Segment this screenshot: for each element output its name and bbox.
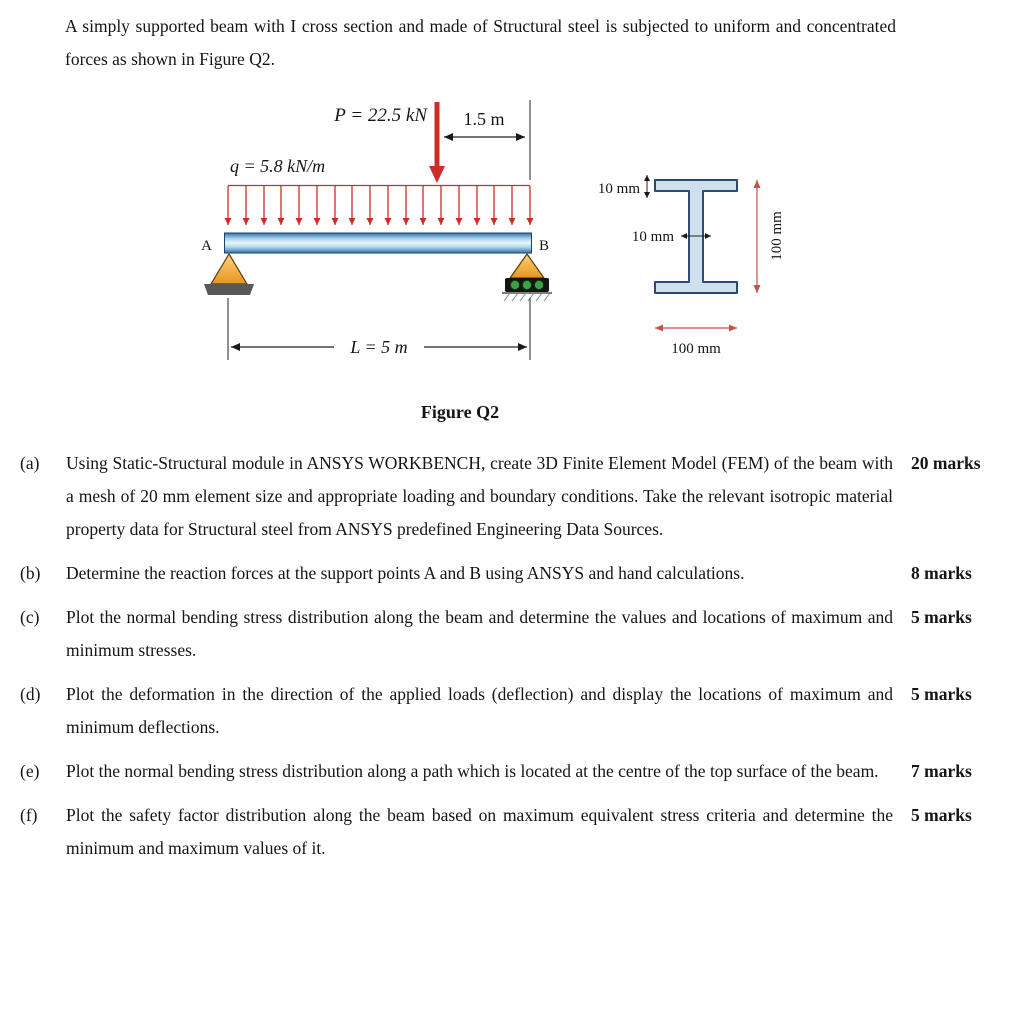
offset-label: 1.5 m bbox=[463, 109, 505, 129]
point-load-arrow bbox=[429, 102, 445, 183]
question-label: (a) bbox=[20, 453, 40, 473]
question-text: Plot the normal bending stress distribution along a path which is located at the centre of the top surface of the beam. bbox=[66, 761, 879, 781]
problem-statement: A simply supported beam with I cross section and made of Structural steel is subjected to uniform and concentrated forces as shown in Figure Q2. bbox=[65, 16, 896, 69]
question-text: Plot the deformation in the direction of the applied loads (deflection) and display the locations of maximum and minimum deflections. bbox=[66, 684, 893, 737]
question-label: (c) bbox=[20, 607, 40, 627]
question-label: (f) bbox=[20, 805, 38, 825]
figure-q2 bbox=[0, 92, 1018, 402]
question-marks: 7 marks bbox=[911, 761, 972, 781]
section-width-label: 100 mm bbox=[671, 341, 721, 357]
question-row-d bbox=[0, 678, 1018, 744]
web-thickness-label: 10 mm bbox=[631, 229, 674, 245]
question-text: Using Static-Structural module in ANSYS WORKBENCH, create 3D Finite Element Model (FEM) of the beam with a mesh of 20 mm element size and appropriate loading and boundary conditions. Take the relevant isotropic material property data for Structural steel from ANSYS predefined Engineering Data Sources. bbox=[66, 453, 893, 539]
point-load-label: P = 22.5 kN bbox=[334, 105, 427, 126]
question-label: (d) bbox=[20, 684, 41, 704]
question-marks: 5 marks bbox=[911, 684, 972, 704]
question-row-e bbox=[0, 755, 1018, 788]
figure-caption: Figure Q2 bbox=[420, 402, 500, 422]
question-label: (b) bbox=[20, 563, 41, 583]
figure-q2-diagram bbox=[0, 92, 1018, 402]
distributed-load-label: q = 5.8 kN/m bbox=[230, 156, 326, 176]
question-row-b bbox=[0, 557, 1018, 590]
section-height-label: 100 mm bbox=[769, 211, 785, 261]
question-text: Plot the safety factor distribution along the beam based on maximum equivalent stress criteria and determine the minimum and maximum values of it. bbox=[66, 805, 893, 858]
support-a-label: A bbox=[201, 238, 212, 254]
support-b-label: B bbox=[539, 238, 550, 254]
question-marks: 8 marks bbox=[911, 563, 972, 583]
question-text: Plot the normal bending stress distribution along the beam and determine the values and locations of maximum and minimum stresses. bbox=[66, 607, 893, 660]
question-list bbox=[0, 447, 1018, 865]
question-row-f bbox=[0, 799, 1018, 865]
beam bbox=[225, 233, 532, 253]
question-text: Determine the reaction forces at the support points A and B using ANSYS and hand calculations. bbox=[66, 563, 745, 583]
roller-support-b bbox=[502, 254, 552, 301]
question-marks: 5 marks bbox=[911, 805, 972, 825]
question-row-c bbox=[0, 601, 1018, 667]
span-label: L = 5 m bbox=[350, 337, 408, 357]
flange-thickness-label: 10 mm bbox=[597, 181, 640, 197]
question-marks: 20 marks bbox=[911, 453, 981, 473]
question-marks: 5 marks bbox=[911, 607, 972, 627]
pin-support-a bbox=[204, 254, 254, 295]
question-label: (e) bbox=[20, 761, 40, 781]
distributed-load-arrows bbox=[228, 186, 530, 226]
question-row-a bbox=[0, 447, 1018, 546]
